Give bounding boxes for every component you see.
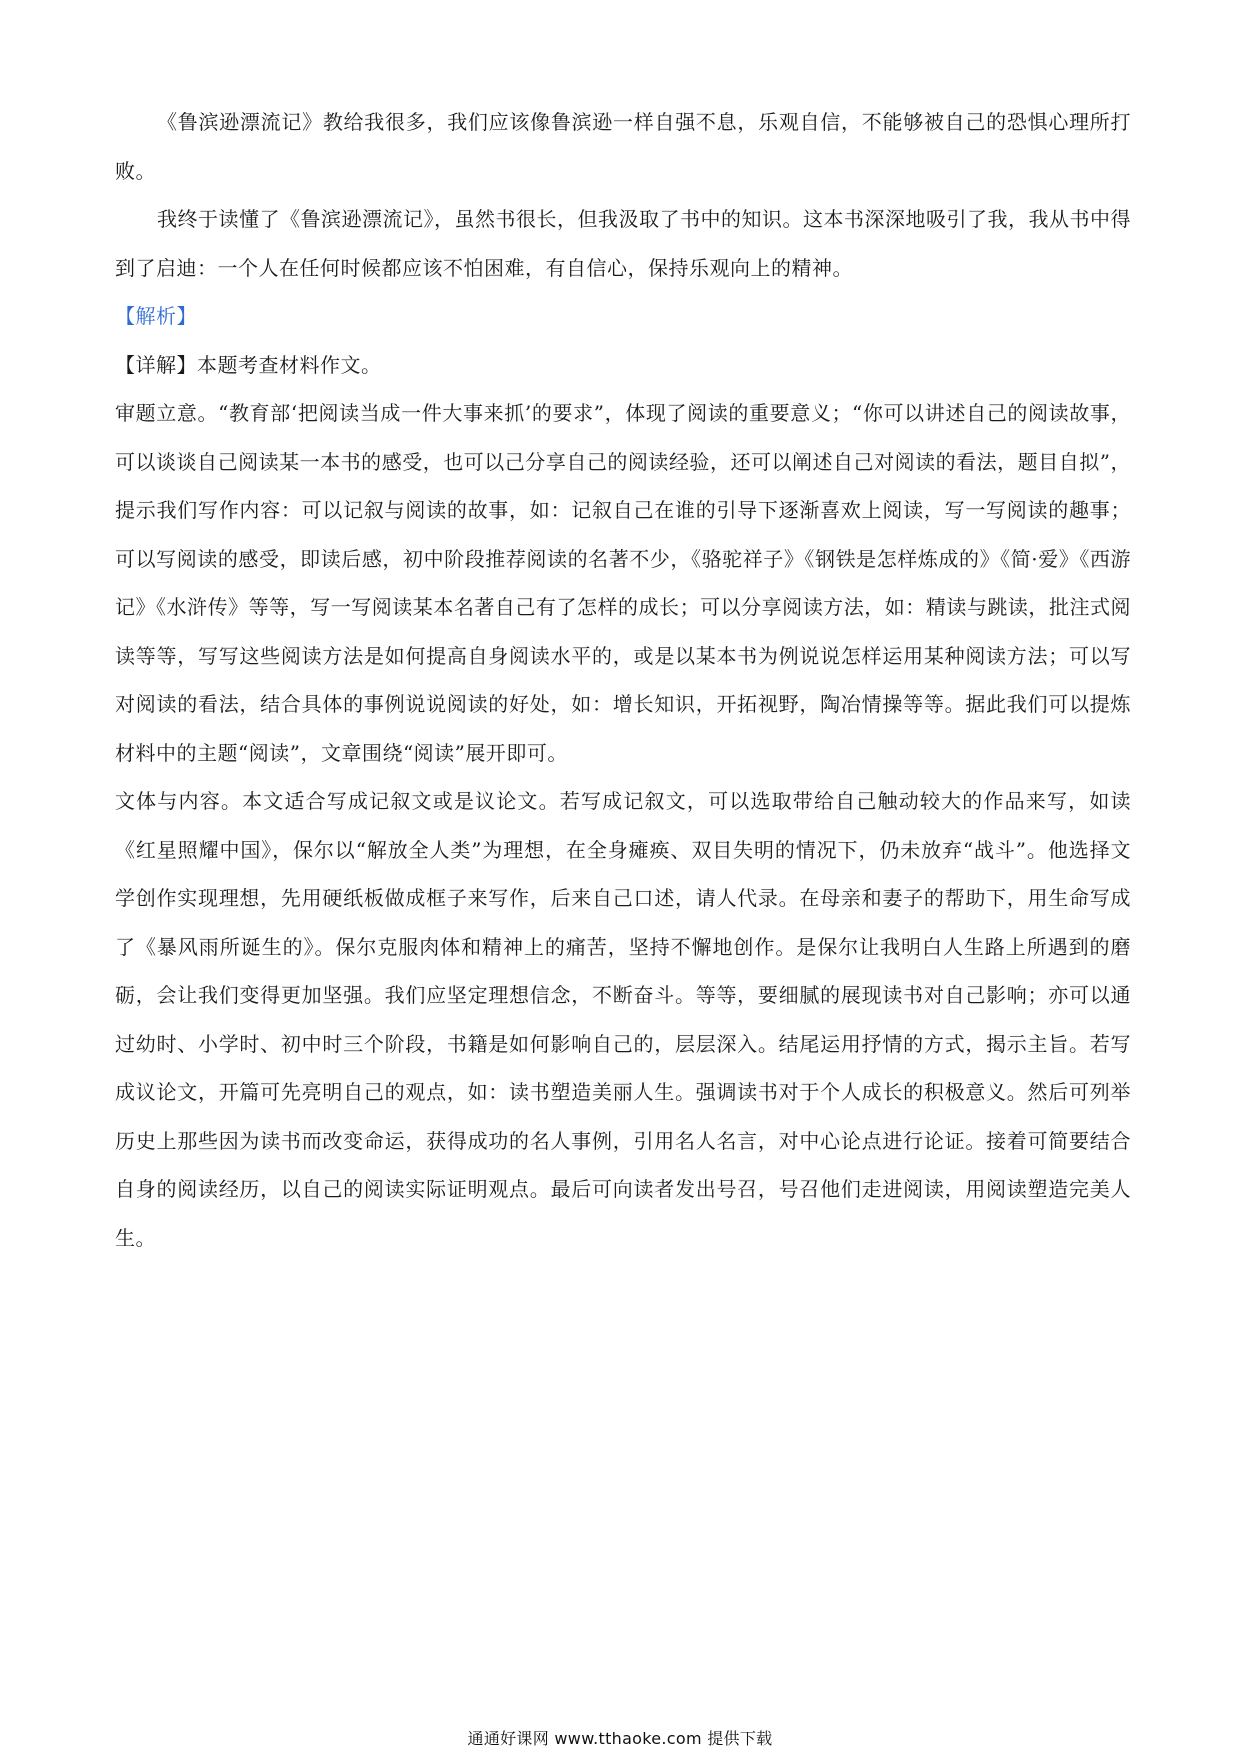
page-footer: 通通好课网 www.tthaoke.com 提供下载 bbox=[467, 1729, 773, 1748]
detail-line: 【详解】本题考查材料作文。 bbox=[115, 352, 382, 377]
paragraph-conclusion-1: 《鲁滨逊漂流记》教给我很多，我们应该像鲁滨逊一样自强不息，乐观自信，不能够被自己的恐惧心理所打败。 bbox=[115, 110, 1131, 183]
document-body bbox=[115, 98, 1131, 1262]
analysis-label: 【解析】 bbox=[115, 304, 197, 328]
style-paragraph: 文体与内容。本文适合写成记叙文或是议论文。若写成记叙文，可以选取带给自己触动较大的作品来写，如读《红星照耀中国》，保尔以“解放全人类”为理想，在全身瘫痪、双目失明的情况下，仍未放弃“战斗”。他选择文学创作实现理想，先用硬纸板做成框子来写作，后来自己口述，请人代录。在母亲和妻子的帮助下，用生命写成了《暴风雨所诞生的》。保尔克服肉体和精神上的痛苦，坚持不懈地创作。是保尔让我明白人生路上所遇到的磨砺，会让我们变得更加坚强。我们应坚定理想信念，不断奋斗。等等，要细腻的展现读书对自己影响；亦可以通过幼时、小学时、初中时三个阶段，书籍是如何影响自己的，层层深入。结尾运用抒情的方式，揭示主旨。若写成议论文，开篇可先亮明自己的观点，如：读书塑造美丽人生。强调读书对于个人成长的积极意义。然后可列举历史上那些因为读书而改变命运，获得成功的名人事例，引用名人名言，对中心论点进行论证。接着可简要结合自身的阅读经历，以自己的阅读实际证明观点。最后可向读者发出号召，号召他们走进阅读，用阅读塑造完美人生。 bbox=[115, 789, 1131, 1250]
topic-paragraph: 审题立意。“教育部‘把阅读当成一件大事来抓’的要求”，体现了阅读的重要意义；“你可以讲述自己的阅读故事，可以谈谈自己阅读某一本书的感受，也可以己分享自己的阅读经验，还可以阐述自己对阅读的看法，题目自拟”，提示我们写作内容：可以记叙与阅读的故事，如：记叙自己在谁的引导下逐渐喜欢上阅读，写一写阅读的趣事；可以写阅读的感受，即读后感，初中阶段推荐阅读的名著不少，《骆驼祥子》《钢铁是怎样炼成的》《简·爱》《西游记》《水浒传》等等，写一写阅读某本名著自己有了怎样的成长；可以分享阅读方法，如：精读与跳读，批注式阅读等等，写写这些阅读方法是如何提高自身阅读水平的，或是以某本书为例说说怎样运用某种阅读方法；可以写对阅读的看法，结合具体的事例说说阅读的好处，如：增长知识，开拓视野，陶冶情操等等。据此我们可以提炼材料中的主题“阅读”，文章围绕“阅读”展开即可。 bbox=[115, 401, 1131, 765]
paragraph-conclusion-2: 我终于读懂了《鲁滨逊漂流记》，虽然书很长，但我汲取了书中的知识。这本书深深地吸引了我，我从书中得到了启迪：一个人在任何时候都应该不怕困难，有自信心，保持乐观向上的精神。 bbox=[115, 207, 1131, 280]
